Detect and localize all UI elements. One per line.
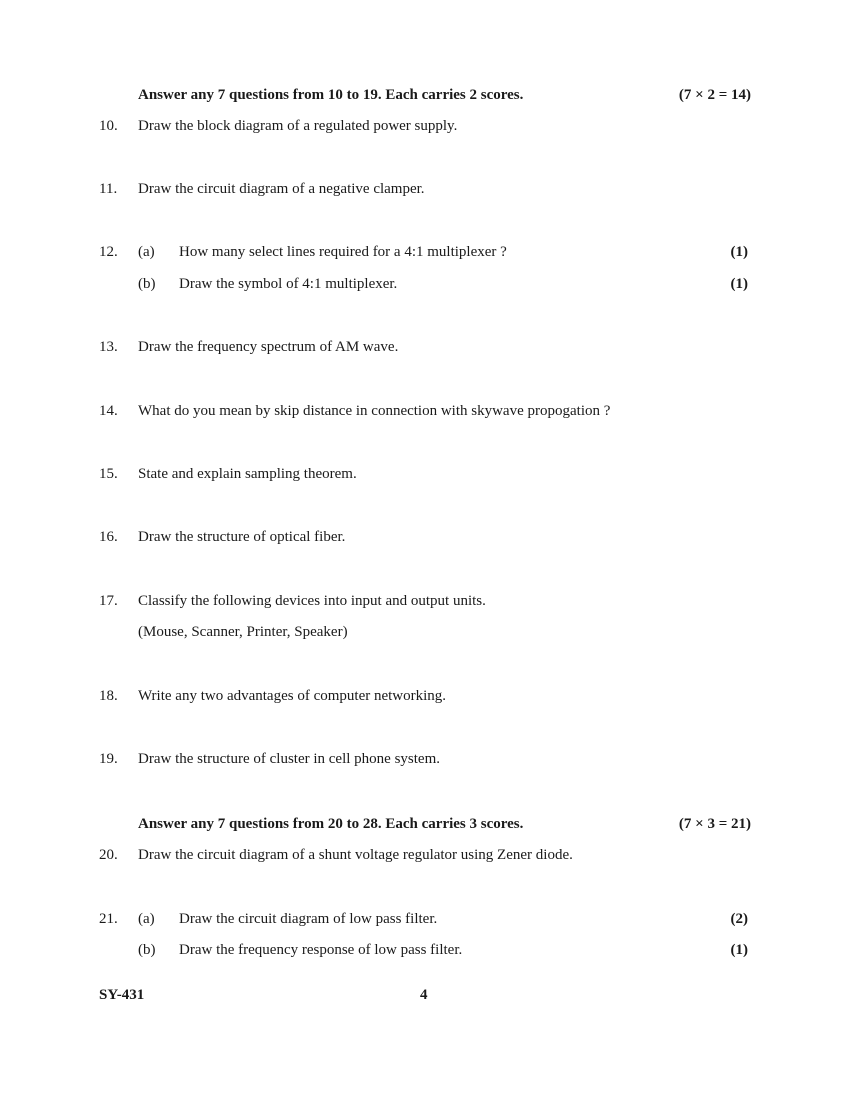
sub-question-label: (a) [138,244,155,260]
section-2-marks: (7 × 3 = 21) [678,816,751,832]
sub-question-label: (b) [138,942,156,958]
question-number: 10. [99,118,118,134]
question-number: 18. [99,688,118,704]
question-number: 21. [99,911,118,927]
section-1-instruction: Answer any 7 questions from 10 to 19. Each carries 2 scores. [138,87,524,103]
sub-question-marks: (2) [730,911,748,927]
section-2-instruction: Answer any 7 questions from 20 to 28. Each carries 3 scores. [138,816,524,832]
question-text: Write any two advantages of computer networking. [138,688,447,704]
sub-question-marks: (1) [730,276,748,292]
question-text: State and explain sampling theorem. [138,466,357,482]
sub-question-marks: (1) [730,244,748,260]
question-number: 15. [99,466,118,482]
question-text-continuation: (Mouse, Scanner, Printer, Speaker) [138,624,348,640]
sub-question-marks: (1) [730,942,748,958]
question-text: Draw the structure of optical fiber. [138,529,346,545]
question-text: Draw the block diagram of a regulated power supply. [138,118,458,134]
question-text: Draw the frequency spectrum of AM wave. [138,339,399,355]
question-number: 12. [99,244,118,260]
question-number: 11. [99,181,118,197]
question-text: Draw the circuit diagram of a shunt voltage regulator using Zener diode. [138,847,573,863]
question-text: Draw the circuit diagram of a negative clamper. [138,181,425,197]
question-number: 13. [99,339,118,355]
question-text: Draw the structure of cluster in cell phone system. [138,751,440,767]
question-number: 17. [99,593,118,609]
question-number: 16. [99,529,118,545]
question-number: 20. [99,847,118,863]
question-number: 14. [99,403,118,419]
sub-question-text: Draw the frequency response of low pass filter. [179,942,463,958]
sub-question-label: (a) [138,911,155,927]
sub-question-text: Draw the circuit diagram of low pass filter. [179,911,438,927]
question-text: Classify the following devices into input and output units. [138,593,486,609]
section-1-marks: (7 × 2 = 14) [678,87,751,103]
sub-question-text: How many select lines required for a 4:1 multiplexer ? [179,244,507,260]
paper-code: SY-431 [99,987,145,1003]
question-text: What do you mean by skip distance in connection with skywave propogation ? [138,403,611,419]
sub-question-text: Draw the symbol of 4:1 multiplexer. [179,276,398,292]
page-number: 4 [420,987,428,1003]
question-number: 19. [99,751,118,767]
sub-question-label: (b) [138,276,156,292]
